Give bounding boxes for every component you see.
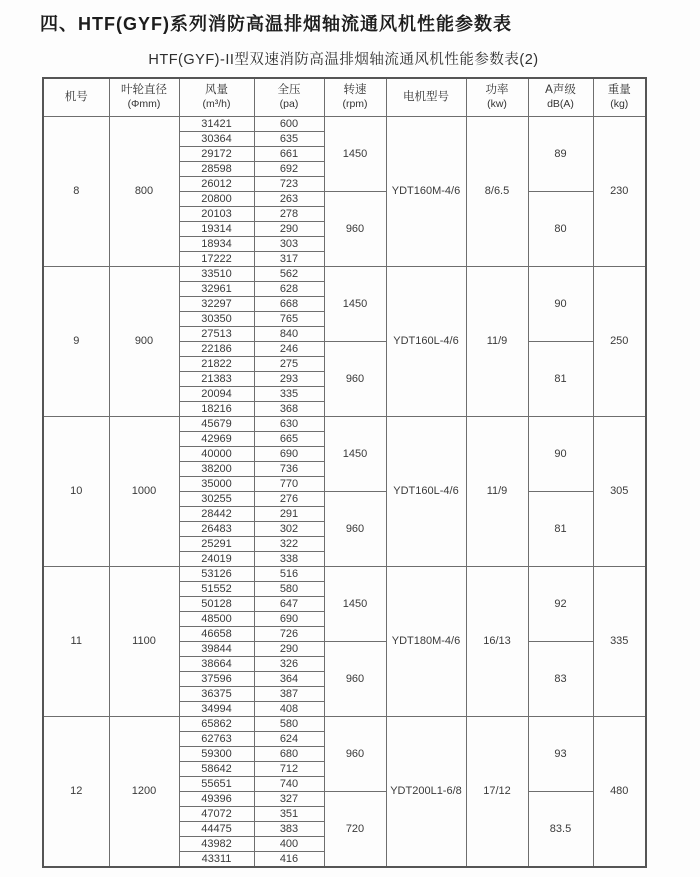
airflow-cell: 21822: [179, 357, 254, 372]
airflow-cell: 29172: [179, 147, 254, 162]
col-header-airflow: [179, 78, 254, 117]
motor-model-cell: YDT200L1-6/8: [386, 717, 466, 868]
pressure-cell: 624: [254, 732, 324, 747]
speed-cell: 960: [324, 192, 386, 267]
weight-cell: 480: [593, 717, 646, 868]
airflow-cell: 30350: [179, 312, 254, 327]
pressure-cell: 290: [254, 642, 324, 657]
airflow-cell: 30255: [179, 492, 254, 507]
noise-cell: 80: [528, 192, 593, 267]
airflow-cell: 36375: [179, 687, 254, 702]
col-header-label: 机号: [64, 91, 88, 104]
airflow-cell: 48500: [179, 612, 254, 627]
airflow-cell: 62763: [179, 732, 254, 747]
power-cell: 17/12: [466, 717, 528, 868]
airflow-cell: 45679: [179, 417, 254, 432]
col-header-total-pressure: [254, 78, 324, 117]
pressure-cell: 740: [254, 777, 324, 792]
airflow-cell: 19314: [179, 222, 254, 237]
table-header-row: [43, 78, 646, 117]
motor-model-cell: YDT160L-4/6: [386, 267, 466, 417]
doc-title: 四、HTF(GYF)系列消防高温排烟轴流通风机性能参数表: [40, 14, 512, 34]
airflow-cell: 51552: [179, 582, 254, 597]
pressure-cell: 408: [254, 702, 324, 717]
col-header-unit: (pa): [279, 98, 299, 111]
pressure-cell: 291: [254, 507, 324, 522]
airflow-cell: 34994: [179, 702, 254, 717]
airflow-cell: 31421: [179, 117, 254, 132]
airflow-cell: 49396: [179, 792, 254, 807]
col-header-unit: (Φmm): [127, 98, 161, 111]
airflow-cell: 43982: [179, 837, 254, 852]
noise-cell: 81: [528, 492, 593, 567]
col-header-noise-level: [528, 78, 593, 117]
pressure-cell: 326: [254, 657, 324, 672]
airflow-cell: 38664: [179, 657, 254, 672]
airflow-cell: 24019: [179, 552, 254, 567]
pressure-cell: 322: [254, 537, 324, 552]
col-header-unit: (kg): [610, 98, 629, 111]
model-no-cell: 10: [43, 417, 109, 567]
pressure-cell: 723: [254, 177, 324, 192]
airflow-cell: 28598: [179, 162, 254, 177]
airflow-cell: 18934: [179, 237, 254, 252]
pressure-cell: 665: [254, 432, 324, 447]
impeller-diameter-cell: 800: [109, 117, 179, 267]
pressure-cell: 364: [254, 672, 324, 687]
speed-cell: 1450: [324, 417, 386, 492]
pressure-cell: 278: [254, 207, 324, 222]
weight-cell: 335: [593, 567, 646, 717]
pressure-cell: 383: [254, 822, 324, 837]
col-header-impeller-diameter: [109, 78, 179, 117]
speed-cell: 960: [324, 342, 386, 417]
speed-cell: 1450: [324, 267, 386, 342]
pressure-cell: 647: [254, 597, 324, 612]
speed-cell: 960: [324, 642, 386, 717]
power-cell: 11/9: [466, 267, 528, 417]
airflow-cell: 46658: [179, 627, 254, 642]
pressure-cell: 690: [254, 447, 324, 462]
speed-cell: 1450: [324, 117, 386, 192]
pressure-cell: 338: [254, 552, 324, 567]
pressure-cell: 368: [254, 402, 324, 417]
pressure-cell: 562: [254, 267, 324, 282]
pressure-cell: 580: [254, 582, 324, 597]
pressure-cell: 246: [254, 342, 324, 357]
pressure-cell: 263: [254, 192, 324, 207]
airflow-cell: 50128: [179, 597, 254, 612]
pressure-cell: 668: [254, 297, 324, 312]
airflow-cell: 27513: [179, 327, 254, 342]
table-row: [43, 567, 646, 582]
table-row: [43, 267, 646, 282]
pressure-cell: 630: [254, 417, 324, 432]
pressure-cell: 516: [254, 567, 324, 582]
impeller-diameter-cell: 1000: [109, 417, 179, 567]
airflow-cell: 20800: [179, 192, 254, 207]
airflow-cell: 32961: [179, 282, 254, 297]
table-row: [43, 117, 646, 132]
pressure-cell: 736: [254, 462, 324, 477]
power-cell: 11/9: [466, 417, 528, 567]
airflow-cell: 40000: [179, 447, 254, 462]
table-row: [43, 717, 646, 732]
noise-cell: 89: [528, 117, 593, 192]
motor-model-cell: YDT160M-4/6: [386, 117, 466, 267]
airflow-cell: 38200: [179, 462, 254, 477]
airflow-cell: 44475: [179, 822, 254, 837]
impeller-diameter-cell: 1200: [109, 717, 179, 868]
model-no-cell: 9: [43, 267, 109, 417]
airflow-cell: 58642: [179, 762, 254, 777]
noise-cell: 81: [528, 342, 593, 417]
col-header-unit: dB(A): [547, 98, 574, 111]
airflow-cell: 39844: [179, 642, 254, 657]
airflow-cell: 26012: [179, 177, 254, 192]
pressure-cell: 840: [254, 327, 324, 342]
airflow-cell: 33510: [179, 267, 254, 282]
noise-cell: 93: [528, 717, 593, 792]
col-header-label: 叶轮直径: [121, 84, 167, 97]
pressure-cell: 351: [254, 807, 324, 822]
noise-cell: 92: [528, 567, 593, 642]
airflow-cell: 28442: [179, 507, 254, 522]
power-cell: 16/13: [466, 567, 528, 717]
table-row: [43, 417, 646, 432]
airflow-cell: 26483: [179, 522, 254, 537]
impeller-diameter-cell: 900: [109, 267, 179, 417]
pressure-cell: 712: [254, 762, 324, 777]
pressure-cell: 690: [254, 612, 324, 627]
airflow-cell: 43311: [179, 852, 254, 868]
col-header-label: 全压: [277, 84, 301, 97]
weight-cell: 305: [593, 417, 646, 567]
airflow-cell: 55651: [179, 777, 254, 792]
weight-cell: 230: [593, 117, 646, 267]
model-no-cell: 12: [43, 717, 109, 868]
airflow-cell: 35000: [179, 477, 254, 492]
col-header-unit: (rpm): [342, 98, 368, 111]
pressure-cell: 317: [254, 252, 324, 267]
airflow-cell: 42969: [179, 432, 254, 447]
model-no-cell: 8: [43, 117, 109, 267]
pressure-cell: 276: [254, 492, 324, 507]
airflow-cell: 21383: [179, 372, 254, 387]
speed-cell: 960: [324, 717, 386, 792]
pressure-cell: 765: [254, 312, 324, 327]
pressure-cell: 387: [254, 687, 324, 702]
noise-cell: 83.5: [528, 792, 593, 868]
airflow-cell: 22186: [179, 342, 254, 357]
col-header-motor-model: [386, 78, 466, 117]
pressure-cell: 692: [254, 162, 324, 177]
col-header-weight: [593, 78, 646, 117]
motor-model-cell: YDT180M-4/6: [386, 567, 466, 717]
model-no-cell: 11: [43, 567, 109, 717]
pressure-cell: 275: [254, 357, 324, 372]
col-header-power: [466, 78, 528, 117]
fan-table-body: [43, 117, 646, 868]
pressure-cell: 661: [254, 147, 324, 162]
airflow-cell: 65862: [179, 717, 254, 732]
col-header-unit: (kw): [487, 98, 507, 111]
airflow-cell: 30364: [179, 132, 254, 147]
pressure-cell: 680: [254, 747, 324, 762]
airflow-cell: 53126: [179, 567, 254, 582]
airflow-cell: 18216: [179, 402, 254, 417]
airflow-cell: 20103: [179, 207, 254, 222]
pressure-cell: 290: [254, 222, 324, 237]
impeller-diameter-cell: 1100: [109, 567, 179, 717]
airflow-cell: 20094: [179, 387, 254, 402]
noise-cell: 90: [528, 417, 593, 492]
col-header-speed: [324, 78, 386, 117]
airflow-cell: 59300: [179, 747, 254, 762]
weight-cell: 250: [593, 267, 646, 417]
col-header-label: 风量: [205, 84, 228, 97]
col-header-label: A声级: [545, 84, 576, 97]
airflow-cell: 32297: [179, 297, 254, 312]
airflow-cell: 25291: [179, 537, 254, 552]
power-cell: 8/6.5: [466, 117, 528, 267]
pressure-cell: 726: [254, 627, 324, 642]
motor-model-cell: YDT160L-4/6: [386, 417, 466, 567]
pressure-cell: 293: [254, 372, 324, 387]
col-header-label: 转速: [343, 84, 367, 97]
pressure-cell: 770: [254, 477, 324, 492]
fan-performance-table: [42, 77, 647, 868]
pressure-cell: 580: [254, 717, 324, 732]
pressure-cell: 628: [254, 282, 324, 297]
speed-cell: 960: [324, 492, 386, 567]
noise-cell: 83: [528, 642, 593, 717]
col-header-label: 重量: [607, 84, 631, 97]
pressure-cell: 335: [254, 387, 324, 402]
airflow-cell: 37596: [179, 672, 254, 687]
pressure-cell: 400: [254, 837, 324, 852]
noise-cell: 90: [528, 267, 593, 342]
speed-cell: 1450: [324, 567, 386, 642]
col-header-label: 功率: [485, 84, 509, 97]
pressure-cell: 635: [254, 132, 324, 147]
speed-cell: 720: [324, 792, 386, 868]
col-header-model-no: [43, 78, 109, 117]
col-header-label: 电机型号: [403, 91, 449, 104]
pressure-cell: 416: [254, 852, 324, 868]
pressure-cell: 302: [254, 522, 324, 537]
doc-subtitle: HTF(GYF)-II型双速消防高温排烟轴流通风机性能参数表(2): [148, 52, 539, 68]
airflow-cell: 47072: [179, 807, 254, 822]
airflow-cell: 17222: [179, 252, 254, 267]
col-header-unit: (m³/h): [202, 98, 231, 111]
pressure-cell: 327: [254, 792, 324, 807]
pressure-cell: 600: [254, 117, 324, 132]
pressure-cell: 303: [254, 237, 324, 252]
